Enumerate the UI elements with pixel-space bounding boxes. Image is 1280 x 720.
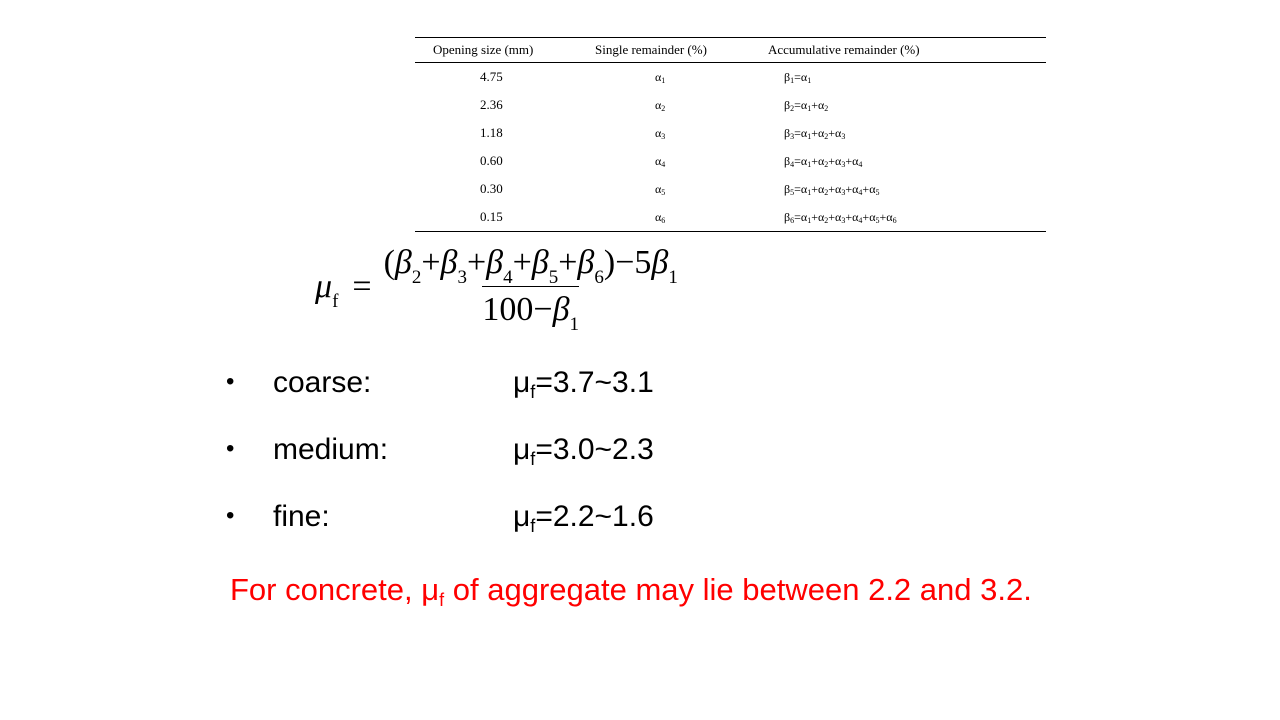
math-operator: +	[862, 209, 870, 224]
table-row	[415, 203, 1046, 232]
num-beta6: β	[577, 244, 595, 281]
header-accumulative-remainder: Accumulative remainder (%)	[768, 42, 920, 57]
den-beta1-sub: 1	[569, 314, 580, 335]
cell-opening-size: 1.18	[480, 125, 503, 140]
header-opening-size: Opening size (mm)	[433, 42, 534, 57]
num-beta2-sub: 2	[411, 267, 422, 288]
bullet-label: coarse:	[273, 366, 372, 399]
math-symbol: β	[784, 181, 791, 196]
alpha-subscript: 2	[661, 103, 666, 113]
cell-opening-size: 2.36	[480, 97, 503, 112]
cell-single-remainder	[595, 63, 768, 92]
math-subscript: 2	[824, 131, 829, 141]
formula-equals: =	[352, 267, 372, 305]
num-plus-3: +	[512, 244, 532, 281]
formula-mu-sub: f	[332, 290, 339, 312]
math-subscript: 3	[841, 131, 846, 141]
num-beta5-sub: 5	[548, 267, 559, 288]
math-operator: =	[794, 97, 801, 112]
cell-single-remainder	[595, 147, 768, 175]
math-subscript: 2	[790, 103, 795, 113]
math-subscript: 3	[841, 159, 846, 169]
bullet-value	[513, 366, 654, 400]
math-operator: =	[794, 209, 801, 224]
math-operator: +	[811, 181, 818, 196]
math-symbol: β	[784, 97, 791, 112]
alpha-symbol: α	[655, 209, 662, 224]
math-operator: +	[811, 209, 818, 224]
note-before: For concrete,	[230, 572, 422, 607]
cell-single-remainder	[595, 203, 768, 232]
math-subscript: 3	[841, 187, 846, 197]
bullet-range: =3.0~2.3	[535, 433, 654, 466]
math-symbol: α	[869, 209, 876, 224]
alpha-subscript: 3	[661, 131, 666, 141]
cell-opening-size: 0.15	[480, 209, 503, 224]
math-operator: +	[862, 181, 870, 196]
math-operator: +	[879, 209, 887, 224]
math-operator: +	[828, 153, 836, 168]
alpha-symbol: α	[655, 153, 662, 168]
math-symbol: α	[852, 153, 859, 168]
bullet-label: medium:	[273, 433, 389, 466]
cell-accumulative-remainder	[768, 119, 1046, 147]
bullet-dot: •	[226, 502, 235, 529]
math-operator: =	[794, 69, 801, 84]
cell-accumulative-remainder	[768, 203, 1046, 232]
alpha-symbol: α	[655, 125, 662, 140]
bullet-mu: μ	[513, 366, 531, 399]
math-symbol: α	[817, 125, 825, 140]
math-operator: +	[845, 153, 853, 168]
math-symbol: α	[835, 125, 842, 140]
note-mu-sub: f	[439, 590, 445, 610]
math-symbol: α	[852, 181, 859, 196]
math-symbol: α	[800, 153, 808, 168]
formula-numerator	[382, 244, 680, 286]
num-plus-2: +	[466, 244, 487, 281]
math-subscript: 2	[824, 187, 829, 197]
math-operator: +	[828, 209, 836, 224]
math-subscript: 5	[790, 187, 795, 197]
num-beta1-sub: 1	[668, 267, 678, 288]
concrete-note	[230, 572, 1032, 608]
math-subscript: 1	[807, 159, 812, 169]
table-row	[415, 175, 1046, 203]
math-subscript: 6	[892, 215, 897, 225]
math-subscript: 3	[841, 215, 846, 225]
alpha-symbol: α	[655, 97, 662, 112]
table-row	[415, 147, 1046, 175]
alpha-symbol: α	[655, 69, 662, 84]
fineness-modulus-formula	[315, 244, 680, 335]
math-symbol: α	[817, 209, 825, 224]
math-subscript: 1	[807, 131, 812, 141]
math-operator: +	[811, 125, 818, 140]
note-after: of aggregate may lie between 2.2 and 3.2.	[444, 572, 1032, 607]
bullet-mu: μ	[513, 433, 531, 466]
math-symbol: α	[835, 181, 842, 196]
cell-accumulative-remainder	[768, 175, 1046, 203]
math-symbol: α	[869, 181, 876, 196]
cell-opening-size: 4.75	[480, 69, 503, 84]
table-body	[415, 63, 1046, 232]
math-subscript: 2	[824, 159, 829, 169]
bullet-dot: •	[226, 368, 235, 395]
math-symbol: α	[835, 153, 842, 168]
math-operator: +	[811, 97, 818, 112]
bullet-value	[513, 433, 654, 467]
math-operator: =	[794, 153, 801, 168]
math-operator: +	[845, 181, 853, 196]
math-symbol: α	[800, 97, 808, 112]
math-subscript: 1	[807, 75, 812, 85]
cell-accumulative-remainder	[768, 91, 1046, 119]
math-symbol: α	[800, 181, 808, 196]
bullet-mu: μ	[513, 500, 531, 533]
num-beta1: β	[651, 244, 669, 281]
math-symbol: β	[784, 69, 791, 84]
cell-accumulative-remainder	[768, 63, 1046, 92]
math-subscript: 1	[807, 187, 812, 197]
math-subscript: 2	[824, 103, 829, 113]
num-minus: −	[615, 244, 635, 281]
bullet-label: fine:	[273, 500, 330, 533]
num-open-paren: (	[383, 244, 395, 281]
cell-opening-size: 0.60	[480, 153, 503, 168]
math-subscript: 4	[790, 159, 795, 169]
alpha-symbol: α	[655, 181, 662, 196]
math-operator: +	[811, 153, 818, 168]
math-symbol: α	[835, 209, 842, 224]
table-row	[415, 63, 1046, 92]
bullet-mu-sub: f	[530, 449, 536, 469]
alpha-subscript: 1	[661, 75, 666, 85]
math-subscript: 4	[858, 187, 863, 197]
math-subscript: 1	[807, 215, 812, 225]
math-subscript: 4	[858, 159, 863, 169]
math-symbol: α	[800, 209, 808, 224]
table-row	[415, 119, 1046, 147]
math-symbol: α	[817, 97, 825, 112]
cell-single-remainder	[595, 119, 768, 147]
math-operator: +	[845, 209, 853, 224]
table-row	[415, 91, 1046, 119]
num-beta4: β	[486, 244, 504, 281]
math-operator: +	[828, 181, 836, 196]
den-minus: −	[533, 291, 553, 328]
formula-mu: μ	[315, 267, 333, 305]
math-symbol: α	[852, 209, 859, 224]
math-symbol: α	[800, 125, 808, 140]
num-beta2: β	[394, 244, 412, 281]
num-beta3-sub: 3	[457, 267, 467, 288]
num-beta3: β	[440, 244, 458, 281]
math-operator: +	[828, 125, 836, 140]
math-symbol: β	[784, 125, 791, 140]
header-single-remainder: Single remainder (%)	[595, 42, 707, 57]
num-beta5: β	[531, 244, 549, 281]
math-subscript: 5	[875, 215, 880, 225]
formula-fraction	[382, 244, 680, 335]
math-subscript: 2	[824, 215, 829, 225]
alpha-subscript: 6	[661, 215, 666, 225]
bullet-range: =2.2~1.6	[535, 500, 654, 533]
bullet-dot: •	[226, 435, 235, 462]
bullet-mu-sub: f	[530, 382, 536, 402]
math-symbol: α	[886, 209, 893, 224]
math-symbol: α	[817, 181, 825, 196]
formula-denominator	[482, 286, 580, 335]
cell-accumulative-remainder	[768, 147, 1046, 175]
formula-lhs	[315, 267, 339, 312]
bullet-value	[513, 500, 654, 534]
num-plus-4: +	[558, 244, 578, 281]
table-header-row	[415, 38, 1046, 63]
den-hundred: 100	[482, 291, 534, 328]
math-subscript: 1	[807, 103, 812, 113]
sieve-data-table	[415, 37, 1046, 232]
alpha-subscript: 4	[661, 159, 666, 169]
num-coefficient: 5	[634, 244, 652, 281]
alpha-subscript: 5	[661, 187, 666, 197]
sieve-table	[415, 37, 1046, 232]
math-subscript: 1	[790, 75, 795, 85]
math-symbol: α	[817, 153, 825, 168]
cell-opening-size: 0.30	[480, 181, 503, 196]
num-close-paren: )	[603, 244, 616, 281]
num-beta4-sub: 4	[503, 267, 513, 288]
den-beta1: β	[552, 291, 570, 328]
num-beta6-sub: 6	[594, 267, 604, 288]
cell-single-remainder	[595, 91, 768, 119]
num-plus-1: +	[421, 244, 441, 281]
math-subscript: 4	[858, 215, 863, 225]
math-symbol: β	[784, 153, 791, 168]
math-subscript: 5	[875, 187, 880, 197]
bullet-range: =3.7~3.1	[535, 366, 654, 399]
math-operator: =	[794, 181, 801, 196]
note-mu: μ	[421, 572, 440, 607]
math-symbol: β	[784, 209, 791, 224]
math-subscript: 3	[790, 131, 795, 141]
math-symbol: α	[800, 69, 808, 84]
math-operator: =	[794, 125, 801, 140]
math-subscript: 6	[790, 215, 795, 225]
cell-single-remainder	[595, 175, 768, 203]
bullet-mu-sub: f	[530, 516, 536, 536]
